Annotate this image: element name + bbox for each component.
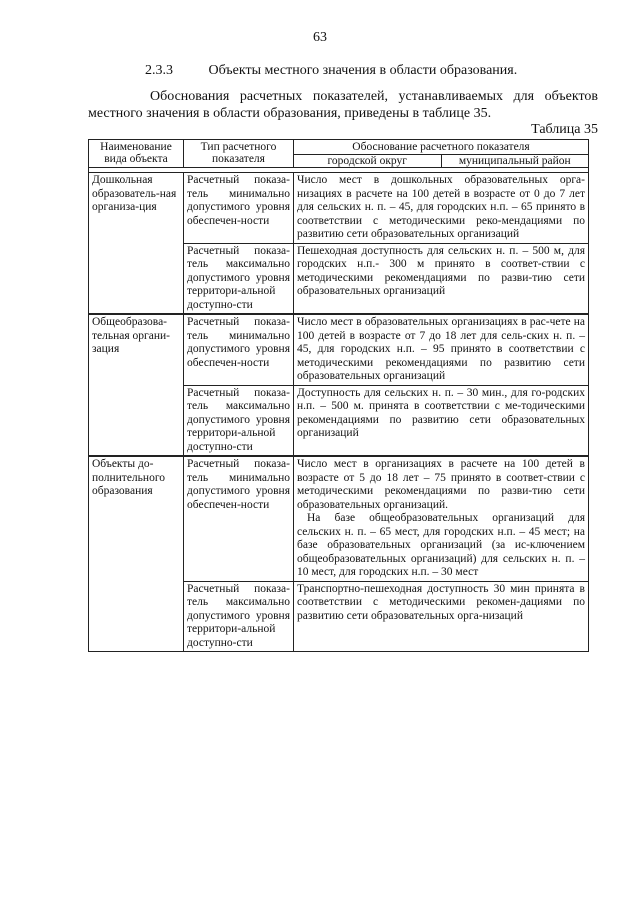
header-subcolumns — [294, 155, 589, 168]
object-cell: Общеобразова-тельная органи-зация — [89, 314, 184, 456]
justification-cell: Пешеходная доступность для сельских н. п. – 500 м, для городских н.п.- 300 м принято в соответ-ствии с методическими рекомендациями по разви-тию сети образовательных организаций — [294, 243, 589, 314]
table-row — [89, 314, 589, 385]
indicator-type-cell: Расчетный показа-тель максимально допустимого уровня территори-альной доступно-сти — [184, 243, 294, 314]
header-justification: Обоснование расчетного показателя — [294, 140, 589, 155]
justification-cell: Транспортно-пешеходная доступность 30 мин принята в соответствии с методическими рекомен-дациями по развитию сети образовательных орга-низаций — [294, 581, 589, 652]
table-row — [89, 173, 589, 244]
page-number: 63 — [313, 30, 327, 45]
object-cell: Объекты до-полнительного образования — [89, 456, 184, 652]
justification-cell: Доступность для сельских н. п. – 30 мин., для го-родских н.п. – 500 м. принята в соответствии с ме-тодическими рекомендациями по развитию сети образовательных организаций — [294, 385, 589, 456]
header-municipal-district: муниципальный район — [458, 155, 571, 167]
table-row — [89, 456, 589, 581]
intro-paragraph: Обоснования расчетных показателей, устанавливаемых для объектов местного значения в области образования, приведены в таблице 35. — [88, 89, 598, 121]
section-number: 2.3.3 — [145, 63, 173, 78]
education-objects-table — [88, 139, 589, 652]
justification-cell: Число мест в дошкольных образовательных орга-низациях в расчете на 100 детей в возрасте от 0 до 7 лет для сельских н. п. – 45, для городских н.п. – 65 принято в соответствии с методическими реко-мендациями по развитию сети образовательных организаций — [294, 173, 589, 244]
indicator-type-cell: Расчетный показа-тель минимально допустимого уровня обеспечен-ности — [184, 314, 294, 385]
justification-cell: Число мест в образовательных организациях в рас-чете на 100 детей в возрасте от 7 до 18 лет для сель-ских н. п. – 45, для городских н.п. – 95 принято в соответствии с методическими рекомендациями по развитию сети образовательных организаций — [294, 314, 589, 385]
justification-cell: Число мест в организациях в расчете на 100 детей в возрасте от 5 до 18 лет – 75 принято в соответ-ствии с методическими рекомендациями по разви-тию сети образовательных организаций. На базе общеобразовательных организаций для сельских н. п. – 65 мест, для городских н.п. – 45 мест; на базе образовательных организаций (за ис-ключением общеобразовательных организаций) для сельских н. п. – 10 мест, для городских н.п. – 30 мест — [294, 456, 589, 581]
header-indicator-type: Тип расчетного показателя — [184, 140, 294, 168]
object-cell: Дошкольная образователь-ная организа-ция — [89, 173, 184, 315]
section-heading — [145, 63, 517, 79]
section-title: Объекты местного значения в области образования. — [208, 63, 518, 78]
indicator-type-cell: Расчетный показа-тель максимально допустимого уровня территори-альной доступно-сти — [184, 385, 294, 456]
indicator-type-cell: Расчетный показа-тель минимально допустимого уровня обеспечен-ности — [184, 456, 294, 581]
header-urban-district: городской округ — [294, 155, 442, 167]
table-caption: Таблица 35 — [531, 122, 598, 137]
header-object-name: Наименование вида объекта — [89, 140, 184, 168]
indicator-type-cell: Расчетный показа-тель максимально допустимого уровня территори-альной доступно-сти — [184, 581, 294, 652]
indicator-type-cell: Расчетный показа-тель минимально допустимого уровня обеспечен-ности — [184, 173, 294, 244]
